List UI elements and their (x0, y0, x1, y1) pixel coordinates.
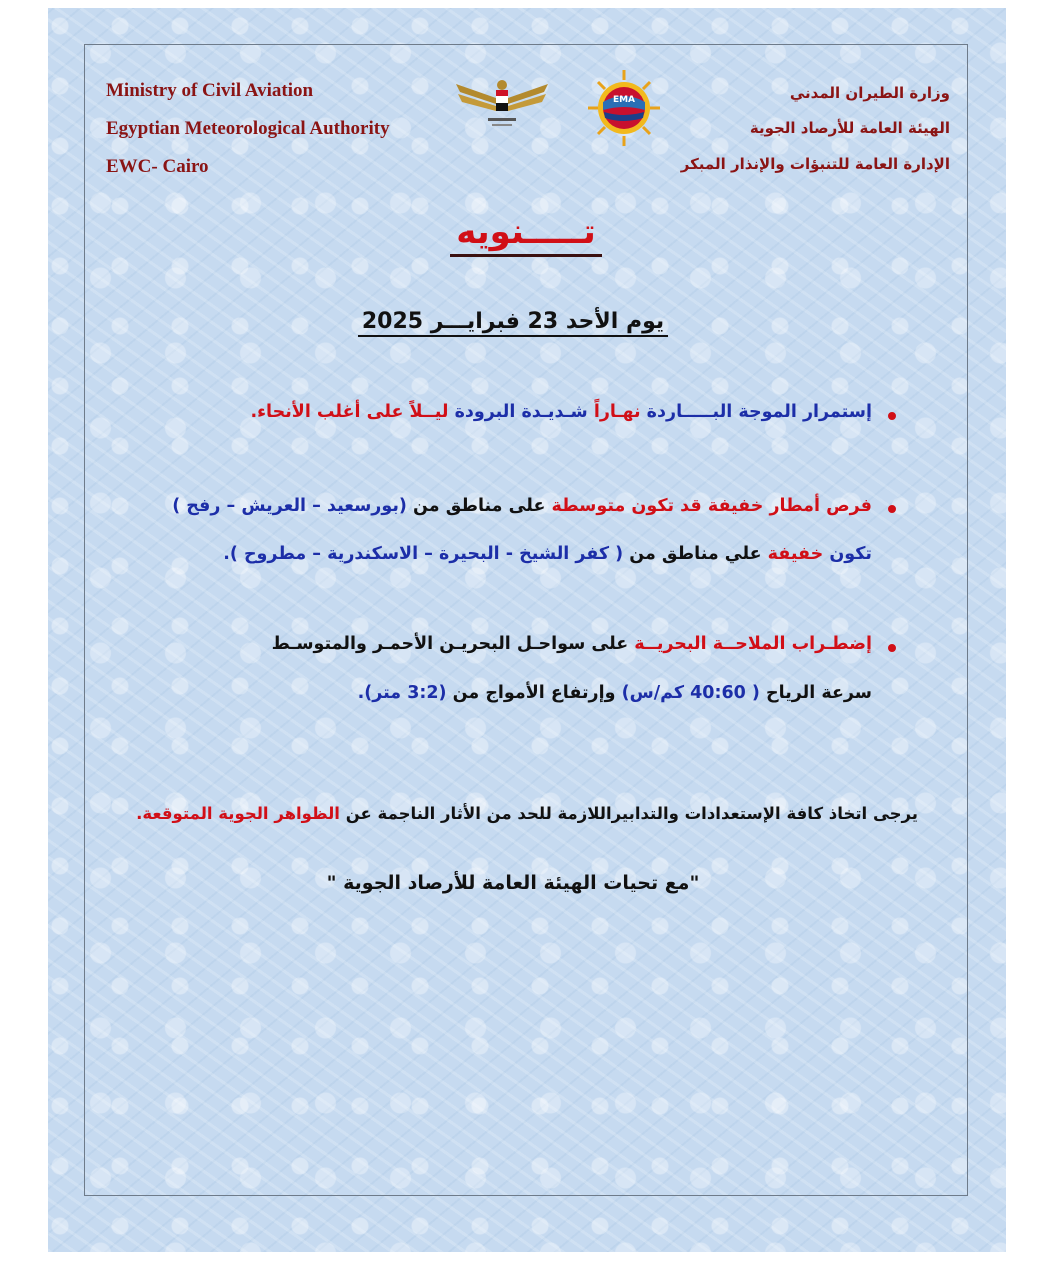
authority-name-ar: الهيئة العامة للأرصاد الجوية (749, 119, 950, 137)
closing-greeting: "مع تحيات الهيئة العامة للأرصاد الجوية " (326, 872, 700, 894)
bullet-dot (888, 644, 896, 652)
notice-date: يوم الأحد 23 فبرايـــر 2025 (0, 309, 1026, 334)
center-name-en: EWC- Cairo (106, 156, 209, 177)
authority-name-en: Egyptian Meteorological Authority (106, 118, 390, 139)
ministry-eagle-logo-icon (452, 74, 552, 136)
bullet-dot (888, 505, 896, 513)
ema-logo-text: EMA (612, 95, 636, 105)
precaution-note: يرجى اتخاذ كافة الإستعدادات والتدابيراللازمة للحد من الأثار الناجمة عن الظواهر الجوية المتوقعة. (136, 804, 918, 823)
bullet-dot (888, 412, 896, 420)
notice-title: تـــــنويه (0, 212, 1052, 252)
ema-logo-icon (586, 68, 662, 152)
bullet-3-line-2: سرعة الرياح ( 40:60 كم/س) وإرتفاع الأمواج من (3:2 متر). (357, 683, 872, 703)
bullet-3-line-1: إضطـراب الملاحــة البحريــة على سواحـل البحريـن الأحمـر والمتوسـط (271, 634, 872, 654)
bullet-2-line-2: تكون خفيفة علي مناطق من ( كفر الشيخ - البحيرة – الاسكندرية – مطروح ). (223, 544, 872, 564)
ministry-name-ar: وزارة الطيران المدني (789, 84, 950, 102)
bullet-2-line-1: فرص أمطار خفيفة قد تكون متوسطة على مناطق من (بورسعيد – العريش – رفح ) (172, 496, 872, 516)
bullet-1-line-1: إستمرار الموجة البـــــاردة نهـاراً شـديـدة البرودة ليــلاً على أغلب الأنحاء. (250, 402, 872, 422)
ministry-name-en: Ministry of Civil Aviation (106, 80, 314, 101)
department-name-ar: الإدارة العامة للتنبؤات والإنذار المبكر (680, 155, 950, 173)
